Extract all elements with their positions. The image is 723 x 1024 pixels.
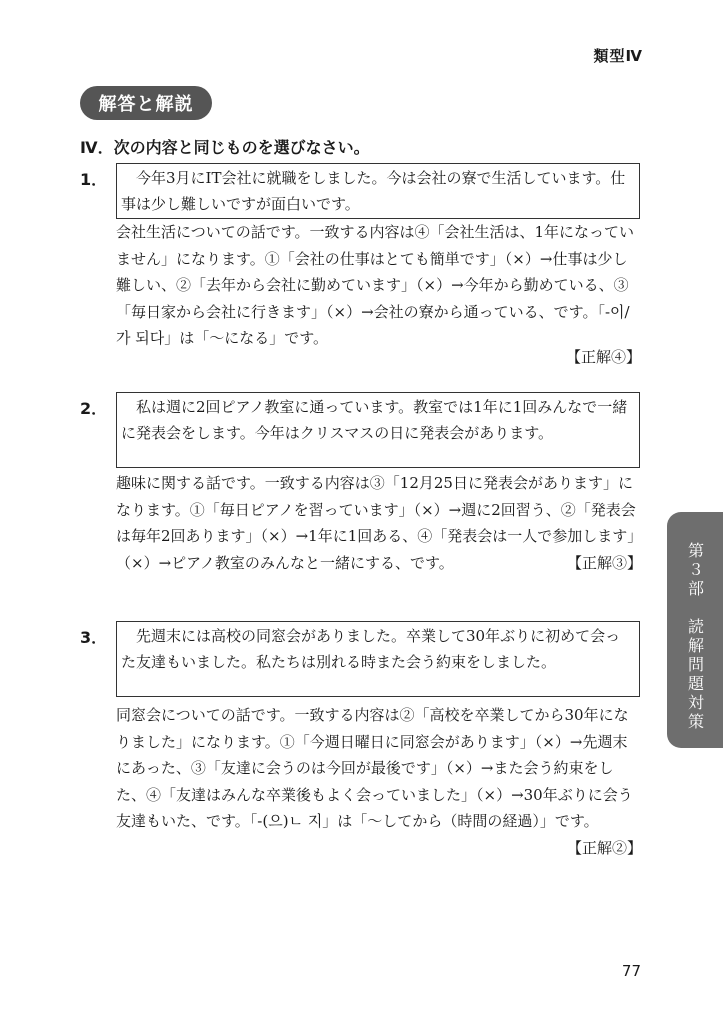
chapter-type-label: 類型Ⅳ xyxy=(593,47,643,65)
question-explanation xyxy=(116,470,642,576)
question-passage-box: 私は週に2回ピアノ教室に通っています。教室では1年に1回みんなで一緒に発表会をします。今年はクリスマスの日に発表会があります。 xyxy=(116,392,640,468)
question-number: 3． xyxy=(80,628,108,647)
explanation-text: 同窓会についての話です。一致する内容は②「高校を卒業してから30年になりました」になります。①「今週日曜日に同窓会があります」（×）→先週末にあった、③「友達に会うのは今回が最後です」（×）→また会う約束をした、④「友達はみんな卒業後もよく会っていました」（×）→30年ぶりに会う友達もいた、です。「-(으)ㄴ 지」は「〜してから（時間の経過）」です。 xyxy=(116,706,633,830)
instruction-heading: Ⅳ．次の内容と同じものを選びなさい。 xyxy=(80,138,370,157)
part-side-tab xyxy=(667,512,723,748)
correct-answer: 【正解②】 xyxy=(566,838,642,857)
correct-answer: 【正解③】 xyxy=(566,553,642,572)
explanation-text: 趣味に関する話です。一致する内容は③「12月25日に発表会があります」になります。①「毎日ピアノを習っています」（×）→週に2回習う、②「発表会は毎年2回あります」（×）→1年に1回ある、④「発表会は一人で参加します」（×）→ピアノ教室のみんなと一緒にする、です。 xyxy=(116,474,636,572)
question-number: 1． xyxy=(80,170,108,189)
part-side-tab-label: 第３部 読解問題対策 xyxy=(685,542,705,732)
section-badge: 解答と解説 xyxy=(80,86,212,120)
page-number: 77 xyxy=(621,962,641,980)
question-passage-box: 先週末には高校の同窓会がありました。卒業して30年ぶりに初めて会った友達もいました。私たちは別れる時また会う約束をしました。 xyxy=(116,621,640,697)
question-explanation: 会社生活についての話です。一致する内容は④「会社生活は、1年になっていません」になります。①「会社の仕事はとても簡単です」（×）→仕事は少し難しい、②「去年から会社に勤めています」（×）→今年から勤めている、③「毎日家から会社に行きます」（×）→会社の寮から通っている、です。「-이/가 되다」は「〜になる」です。 xyxy=(116,223,635,347)
correct-answer: 【正解④】 xyxy=(565,348,641,366)
question-passage-box: 今年3月にIT会社に就職をしました。今は会社の寮で生活しています。仕事は少し難しいですが面白いです。 xyxy=(116,163,640,219)
question-explanation xyxy=(116,702,642,861)
question-number: 2． xyxy=(80,399,108,418)
